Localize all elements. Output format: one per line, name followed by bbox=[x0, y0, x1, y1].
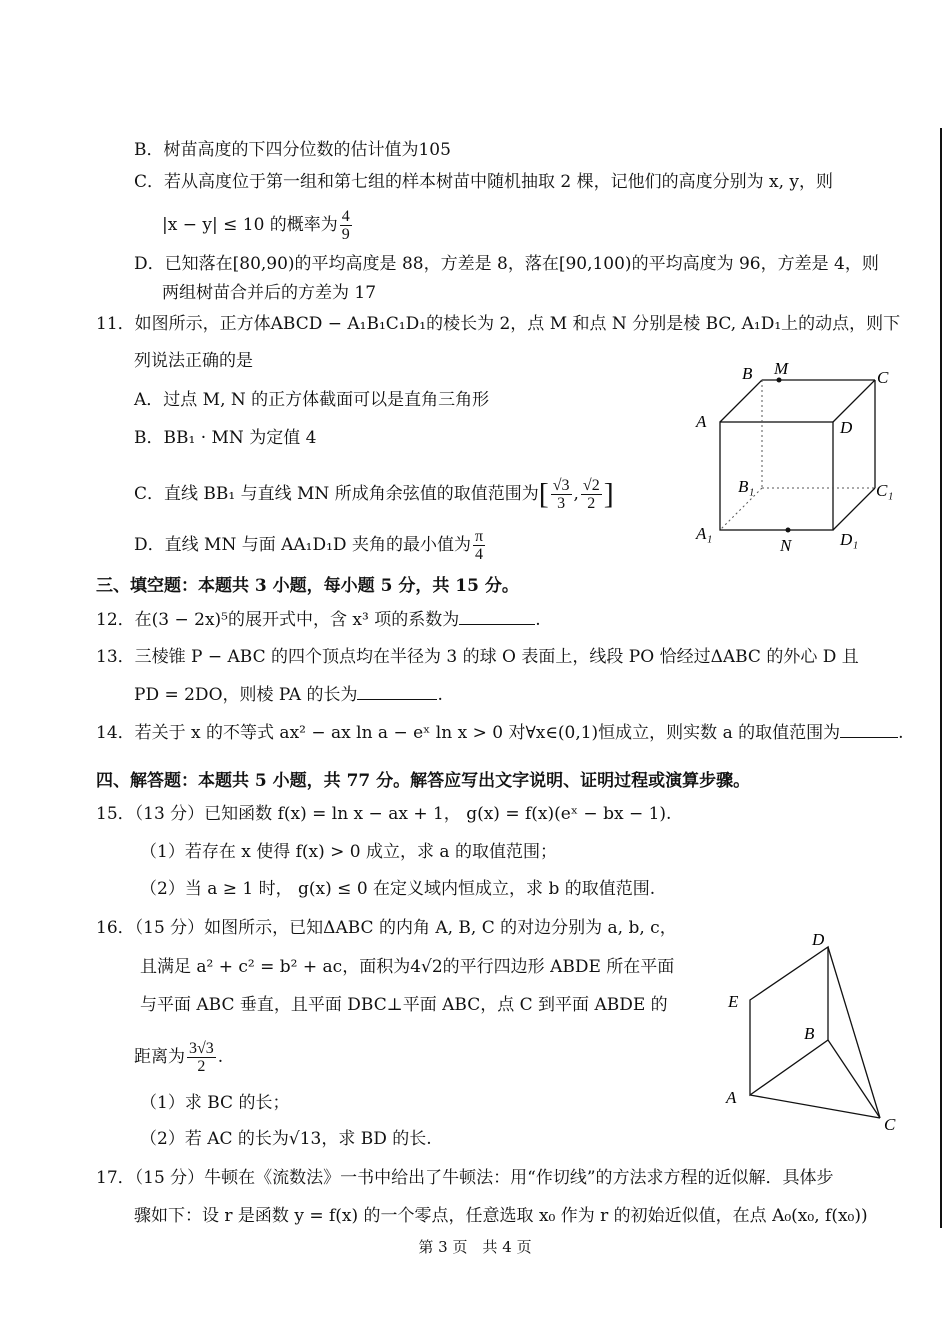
q16-line4 bbox=[134, 1040, 223, 1075]
q11-stem-line1: 11．如图所示，正方体ABCD − A₁B₁C₁D₁的棱长为 2，点 M 和点 N 分别是棱 BC, A₁D₁上的动点，则下 bbox=[96, 314, 901, 334]
fraction bbox=[473, 528, 485, 563]
cube-label-m: M bbox=[774, 359, 789, 378]
q13-line1: 13．三棱锥 P − ABC 的四个顶点均在半径为 3 的球 O 表面上，线段 PO 恰经过ΔABC 的外心 D 且 bbox=[96, 647, 859, 667]
fraction-den: 9 bbox=[341, 226, 350, 243]
q11-option-d bbox=[134, 528, 487, 563]
fraction-den: 4 bbox=[475, 546, 484, 563]
q10-option-c-line2 bbox=[162, 208, 354, 243]
q15-part1: （1）若存在 x 使得 f(x) > 0 成立，求 a 的取值范围； bbox=[140, 842, 557, 862]
q16-part2: （2）若 AC 的长为√13，求 BD 的长. bbox=[140, 1129, 432, 1149]
q13-end: . bbox=[437, 685, 443, 705]
q17-line2: 骤如下：设 r 是函数 y = f(x) 的一个零点，任意选取 x₀ 作为 r 的初始近似值，在点 A₀(x₀, f(x₀)) bbox=[134, 1206, 868, 1226]
cube-label-n: N bbox=[780, 536, 792, 555]
q10-option-d-line2: 两组树苗合并后的方差为 17 bbox=[162, 283, 377, 303]
q16-part1: （1）求 BC 的长； bbox=[140, 1093, 290, 1113]
fig16-label-b: B bbox=[804, 1024, 815, 1043]
cube-label-d: D bbox=[840, 418, 853, 437]
fig16-label-a: A bbox=[726, 1088, 737, 1107]
q15-stem: 15．（13 分）已知函数 f(x) = ln x − ax + 1， g(x) = f(x)(eˣ − bx − 1). bbox=[96, 804, 672, 824]
q10-option-b: B．树苗高度的下四分位数的估计值为105 bbox=[134, 140, 451, 160]
fraction bbox=[551, 477, 572, 512]
cube-label-c: C bbox=[877, 368, 889, 387]
q12-end: . bbox=[535, 610, 541, 630]
q11-option-b: B．BB₁ · MN 为定值 4 bbox=[134, 428, 317, 448]
fraction-num: 3√3 bbox=[189, 1040, 214, 1057]
fraction-num: √3 bbox=[552, 477, 570, 494]
fraction bbox=[187, 1040, 216, 1075]
q11-option-c-text: C．直线 BB₁ 与直线 MN 所成角余弦值的取值范围为 bbox=[134, 484, 539, 504]
q11-option-c: C．直线 BB₁ 与直线 MN 所成角余弦值的取值范围为[ $\frac{√3}{3}$ , $\frac{√2}{2}$ ] bbox=[134, 477, 614, 512]
fraction-den: 2 bbox=[197, 1058, 206, 1075]
cube-label-c1: C₁ bbox=[876, 481, 894, 500]
q14-text: 14．若关于 x 的不等式 ax² − ax ln a − eˣ ln x > 0 对∀x∈(0,1)恒成立，则实数 a 的取值范围为 bbox=[96, 723, 841, 743]
fraction-den: 3 bbox=[557, 495, 566, 512]
fraction bbox=[340, 208, 352, 243]
fig16-label-e: E bbox=[728, 992, 739, 1011]
cube-label-d1: D₁ bbox=[840, 530, 859, 549]
q12-text: 12．在(3 − 2x)⁵的展开式中，含 x³ 项的系数为 bbox=[96, 610, 460, 630]
q16-line3: 与平面 ABC 垂直，且平面 DBC⊥平面 ABC，点 C 到平面 ABDE 的 bbox=[140, 995, 668, 1015]
q11-option-d-text: D．直线 MN 与面 AA₁D₁D 夹角的最小值为 bbox=[134, 535, 471, 555]
answer-blank[interactable] bbox=[357, 683, 437, 700]
q10-option-c-text: |x − y| ≤ 10 的概率为 bbox=[162, 215, 338, 235]
q16-line2: 且满足 a² + c² = b² + ac，面积为4√2的平行四边形 ABDE 所在平面 bbox=[140, 957, 675, 977]
cube-label-a1: A₁ bbox=[696, 524, 713, 543]
fraction-num: π bbox=[474, 528, 484, 545]
q12 bbox=[96, 608, 541, 632]
q10-option-d-line1: D．已知落在[80,90)的平均高度是 88，方差是 8，落在[90,100)的平均高度为 96，方差是 4，则 bbox=[134, 254, 879, 274]
fraction-den: 2 bbox=[587, 495, 596, 512]
q14-end: . bbox=[898, 723, 904, 743]
cube-label-b: B bbox=[742, 364, 753, 383]
cube-figure bbox=[690, 355, 910, 565]
q11-option-a: A．过点 M, N 的正方体截面可以是直角三角形 bbox=[134, 390, 490, 410]
section-4-heading: 四、解答题：本题共 5 小题，共 77 分。解答应写出文字说明、证明过程或演算步骤。 bbox=[96, 771, 751, 791]
page-footer: 第 3 页 共 4 页 bbox=[418, 1238, 532, 1256]
q14 bbox=[96, 721, 904, 745]
cube-label-a: A bbox=[696, 412, 707, 431]
fraction bbox=[581, 477, 602, 512]
cube-label-b1: B₁ bbox=[738, 477, 755, 496]
q13-text: PD = 2DO，则棱 PA 的长为 bbox=[134, 685, 358, 705]
right-margin-rule bbox=[940, 128, 942, 1228]
fig16-label-c: C bbox=[884, 1115, 896, 1134]
fig16-label-d: D bbox=[812, 930, 825, 949]
answer-blank[interactable] bbox=[459, 608, 535, 625]
answer-blank[interactable] bbox=[840, 721, 898, 738]
fraction-num: 4 bbox=[341, 208, 350, 225]
fraction-num: √2 bbox=[582, 477, 600, 494]
q11-stem-line2: 列说法正确的是 bbox=[134, 351, 253, 371]
q16-figure bbox=[720, 925, 920, 1135]
q17-line1: 17．（15 分）牛顿在《流数法》一书中给出了牛顿法：用“作切线”的方法求方程的近似解．具体步 bbox=[96, 1168, 834, 1188]
q13-line2 bbox=[134, 683, 443, 707]
q16-line4-text: 距离为 bbox=[134, 1047, 185, 1067]
q16-line1: 16．（15 分）如图所示，已知ΔABC 的内角 A, B, C 的对边分别为 a, b, c， bbox=[96, 918, 677, 938]
section-3-heading: 三、填空题：本题共 3 小题，每小题 5 分，共 15 分。 bbox=[96, 576, 519, 596]
q15-part2: （2）当 a ≥ 1 时， g(x) ≤ 0 在定义域内恒成立，求 b 的取值范围. bbox=[140, 879, 656, 899]
q16-line4-end: . bbox=[217, 1047, 224, 1067]
q10-option-c-line1: C．若从高度位于第一组和第七组的样本树苗中随机抽取 2 棵，记他们的高度分别为 x, y，则 bbox=[134, 172, 834, 192]
